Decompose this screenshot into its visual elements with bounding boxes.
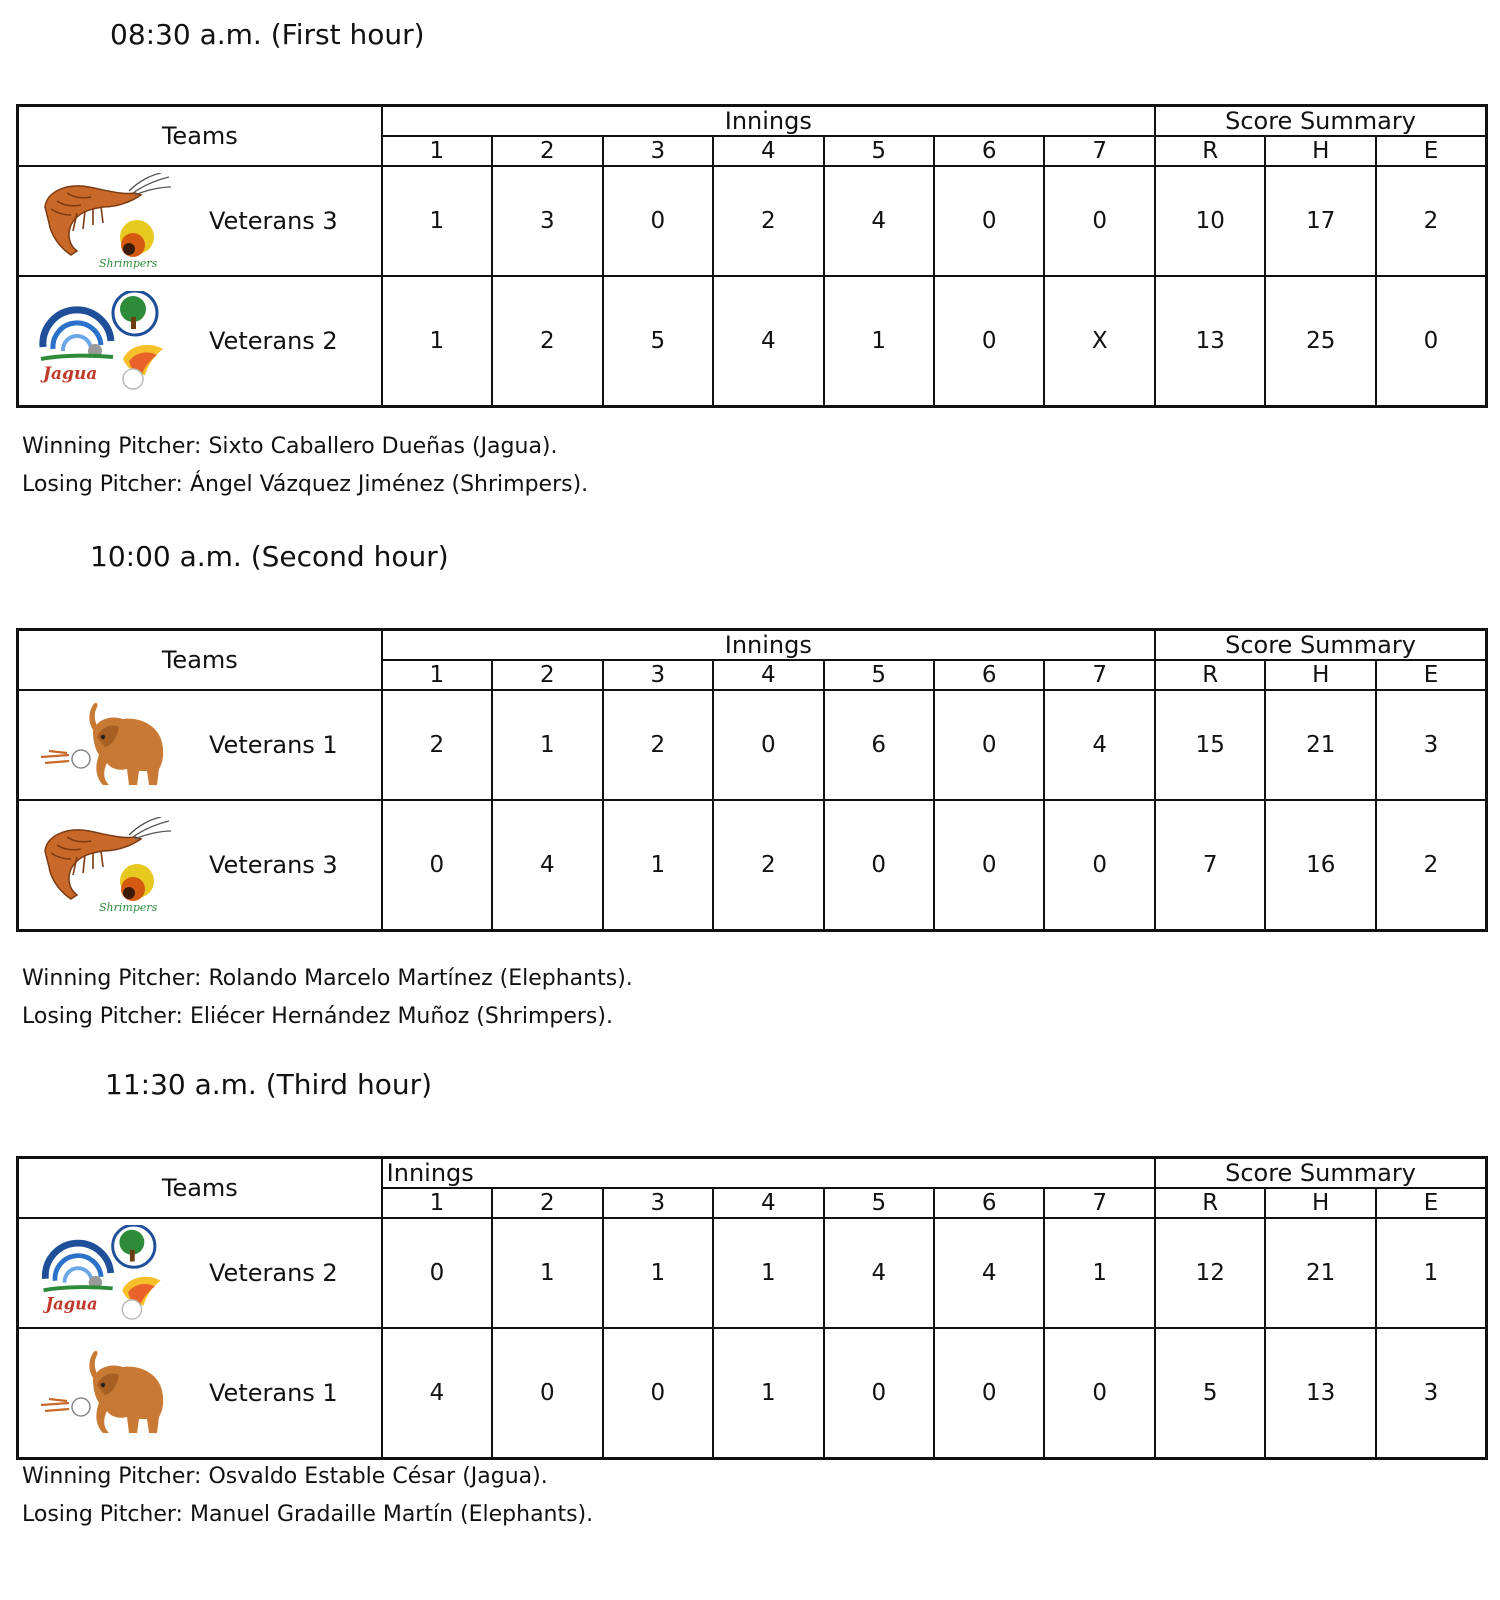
inning-number: 6 <box>934 660 1044 690</box>
runs-header: R <box>1155 136 1265 166</box>
score-summary-header: Score Summary <box>1155 630 1486 661</box>
team-name: Veterans 2 <box>209 327 338 355</box>
score-summary-header: Score Summary <box>1155 1158 1487 1189</box>
inning-score: 0 <box>824 1328 934 1459</box>
inning-score: 1 <box>492 690 602 800</box>
hits-total: 21 <box>1265 1218 1375 1328</box>
game-time: 08:30 a.m. (First hour) <box>110 18 425 51</box>
teams-header: Teams <box>18 106 382 167</box>
shrimpers-logo-icon <box>37 173 172 269</box>
team-cell <box>18 166 382 276</box>
winning-pitcher: Winning Pitcher: Sixto Caballero Dueñas (Jagua). <box>22 434 558 459</box>
inning-score: 4 <box>1044 690 1155 800</box>
inning-number: 5 <box>824 660 934 690</box>
inning-score: 2 <box>713 166 823 276</box>
pitcher-results <box>22 960 633 1036</box>
inning-score: 3 <box>492 166 602 276</box>
inning-score: 2 <box>492 276 602 407</box>
inning-number: 1 <box>382 1188 492 1218</box>
losing-pitcher: Losing Pitcher: Ángel Vázquez Jiménez (Shrimpers). <box>22 472 589 497</box>
shrimpers-logo-icon <box>37 815 172 915</box>
inning-number: 4 <box>713 136 823 166</box>
inning-score: 0 <box>824 800 934 931</box>
errors-total: 0 <box>1376 276 1487 407</box>
inning-score: 4 <box>824 166 934 276</box>
inning-score: 0 <box>1044 1328 1155 1459</box>
inning-score: 1 <box>603 800 713 931</box>
innings-header: Innings <box>382 630 1155 661</box>
inning-score: 6 <box>824 690 934 800</box>
inning-score: 5 <box>603 276 713 407</box>
losing-pitcher: Losing Pitcher: Manuel Gradaille Martín (Elephants). <box>22 1502 594 1527</box>
winning-pitcher: Winning Pitcher: Osvaldo Estable César (Jagua). <box>22 1464 548 1489</box>
game-3 <box>0 1050 1500 1580</box>
inning-score: 0 <box>382 800 492 931</box>
errors-total: 2 <box>1376 166 1487 276</box>
game-1 <box>0 0 1500 530</box>
svg-text:Jagua: Jagua <box>43 364 98 384</box>
runs-header: R <box>1155 660 1265 690</box>
inning-score: 4 <box>382 1328 492 1459</box>
innings-header: Innings <box>382 106 1155 137</box>
box-score-table <box>16 1156 1488 1460</box>
hits-total: 16 <box>1265 800 1375 931</box>
inning-number: 3 <box>603 136 713 166</box>
errors-total: 2 <box>1376 800 1487 931</box>
inning-number: 1 <box>382 660 492 690</box>
team-cell <box>18 1328 382 1459</box>
inning-score: 4 <box>824 1218 934 1328</box>
errors-total: 3 <box>1376 690 1487 800</box>
team-name: Veterans 3 <box>209 851 338 879</box>
inning-number: 5 <box>824 1188 934 1218</box>
inning-number: 2 <box>492 136 602 166</box>
inning-number: 7 <box>1044 660 1155 690</box>
runs-total: 7 <box>1155 800 1265 931</box>
inning-score: 0 <box>492 1328 602 1459</box>
pitcher-results <box>22 1458 593 1534</box>
inning-score: 2 <box>713 800 823 931</box>
inning-score: 0 <box>603 1328 713 1459</box>
inning-number: 6 <box>934 136 1044 166</box>
inning-score: 1 <box>1044 1218 1155 1328</box>
inning-number: 4 <box>713 1188 823 1218</box>
losing-pitcher: Losing Pitcher: Eliécer Hernández Muñoz (Shrimpers). <box>22 1004 613 1029</box>
errors-total: 3 <box>1376 1328 1487 1459</box>
elephants-logo-icon <box>37 697 172 793</box>
inning-score: 0 <box>1044 166 1155 276</box>
inning-score: 4 <box>934 1218 1044 1328</box>
inning-number: 6 <box>934 1188 1044 1218</box>
score-summary-header: Score Summary <box>1155 106 1486 137</box>
elephants-logo-icon <box>37 1343 172 1443</box>
team-cell <box>18 276 382 407</box>
inning-number: 7 <box>1044 136 1155 166</box>
inning-score: 1 <box>713 1218 823 1328</box>
hits-total: 13 <box>1265 1328 1375 1459</box>
svg-text:Jagua: Jagua <box>45 1294 98 1314</box>
inning-score: 0 <box>1044 800 1155 931</box>
svg-text:Shrimpers: Shrimpers <box>99 257 158 269</box>
winning-pitcher: Winning Pitcher: Rolando Marcelo Martínez (Elephants). <box>22 966 633 991</box>
pitcher-results <box>22 428 588 504</box>
box-score-table <box>16 104 1488 408</box>
team-cell <box>18 1218 382 1328</box>
inning-score: 0 <box>934 276 1044 407</box>
inning-score: 1 <box>824 276 934 407</box>
runs-total: 12 <box>1155 1218 1265 1328</box>
svg-text:Shrimpers: Shrimpers <box>99 901 158 914</box>
inning-number: 2 <box>492 1188 602 1218</box>
innings-header: Innings <box>382 1158 1155 1189</box>
runs-total: 10 <box>1155 166 1265 276</box>
errors-header: E <box>1376 1188 1487 1218</box>
inning-score: 1 <box>713 1328 823 1459</box>
inning-score: 0 <box>934 166 1044 276</box>
runs-total: 15 <box>1155 690 1265 800</box>
team-cell <box>18 690 382 800</box>
hits-header: H <box>1265 1188 1375 1218</box>
inning-score: 4 <box>492 800 602 931</box>
errors-header: E <box>1376 660 1487 690</box>
hits-header: H <box>1265 660 1375 690</box>
team-name: Veterans 1 <box>209 731 338 759</box>
game-2 <box>0 522 1500 1052</box>
runs-total: 13 <box>1155 276 1265 407</box>
teams-header: Teams <box>18 1158 382 1219</box>
inning-number: 2 <box>492 660 602 690</box>
inning-score: 1 <box>382 166 492 276</box>
runs-total: 5 <box>1155 1328 1265 1459</box>
game-time: 11:30 a.m. (Third hour) <box>105 1068 433 1101</box>
inning-score: 0 <box>934 690 1044 800</box>
team-cell <box>18 800 382 931</box>
inning-number: 3 <box>603 660 713 690</box>
inning-score: 4 <box>713 276 823 407</box>
hits-header: H <box>1265 136 1375 166</box>
jagua-logo-icon <box>37 291 172 391</box>
team-name: Veterans 2 <box>209 1259 338 1287</box>
inning-score: 1 <box>492 1218 602 1328</box>
box-score-table <box>16 628 1488 932</box>
inning-number: 7 <box>1044 1188 1155 1218</box>
team-name: Veterans 1 <box>209 1379 338 1407</box>
teams-header: Teams <box>18 630 382 691</box>
hits-total: 21 <box>1265 690 1375 800</box>
errors-header: E <box>1376 136 1487 166</box>
inning-score: X <box>1044 276 1155 407</box>
inning-number: 5 <box>824 136 934 166</box>
inning-score: 2 <box>603 690 713 800</box>
team-name: Veterans 3 <box>209 207 338 235</box>
inning-score: 1 <box>603 1218 713 1328</box>
errors-total: 1 <box>1376 1218 1487 1328</box>
inning-score: 0 <box>934 800 1044 931</box>
inning-score: 0 <box>382 1218 492 1328</box>
inning-number: 3 <box>603 1188 713 1218</box>
runs-header: R <box>1155 1188 1265 1218</box>
game-time: 10:00 a.m. (Second hour) <box>90 540 449 573</box>
inning-score: 0 <box>713 690 823 800</box>
hits-total: 17 <box>1265 166 1375 276</box>
jagua-logo-icon <box>37 1225 172 1321</box>
inning-score: 1 <box>382 276 492 407</box>
inning-number: 4 <box>713 660 823 690</box>
inning-score: 0 <box>934 1328 1044 1459</box>
inning-score: 0 <box>603 166 713 276</box>
hits-total: 25 <box>1265 276 1375 407</box>
inning-score: 2 <box>382 690 492 800</box>
inning-number: 1 <box>382 136 492 166</box>
